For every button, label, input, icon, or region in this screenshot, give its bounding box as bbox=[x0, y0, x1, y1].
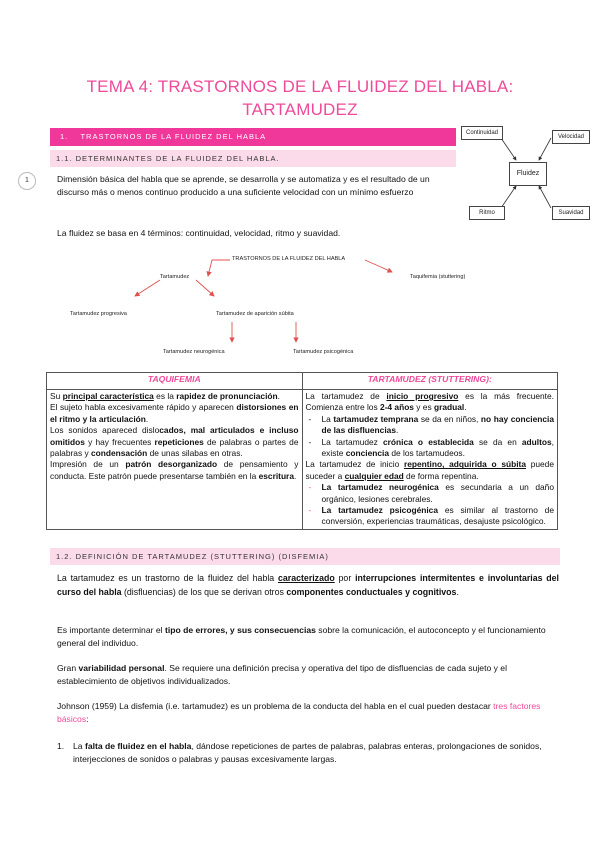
fluidez-center-box: Fluidez bbox=[509, 162, 547, 186]
taqui-line-3: Los sonidos apareced dislocados, mal articulados e incluso omitidos y hay frecuentes repeticiones de palabras o partes de palabras y condensación de unas silabas en otras. bbox=[50, 425, 299, 459]
subsection-heading-1-1: 1.1. DETERMINANTES DE LA FLUIDEZ DEL HABLA. bbox=[50, 150, 456, 167]
tree-subita: Tartamudez de aparición súbita bbox=[216, 311, 294, 317]
list-item: - La tartamudez neurogénica es secundaria a un daño orgánico, lesiones cerebrales. bbox=[306, 482, 555, 505]
list-item: - La tartamudez psicogénica es similar al trastorno de conversión, experiencias traumáticas, desajuste psicológico. bbox=[306, 505, 555, 528]
suavidad-box: Suavidad bbox=[552, 206, 590, 220]
page-title-line2: TARTAMUDEZ bbox=[242, 100, 358, 119]
list-number-1: 1. bbox=[57, 741, 65, 751]
tree-psicogenica: Tartamudez psicogénica bbox=[293, 349, 354, 355]
paragraph-johnson: Johnson (1959) La disfemia (i.e. tartamudez) es un problema de la conducta del habla en el cual pueden destacar tres factores básicos: bbox=[57, 701, 541, 724]
list-item: - La tartamudez crónica o establecida se da en adultos, existe conciencia de los tartamudeos. bbox=[306, 437, 555, 460]
paragraph-terms: La fluidez se basa en 4 términos: continuidad, velocidad, ritmo y suavidad. bbox=[57, 228, 341, 238]
list-item-1: La falta de fluidez en el habla, dándose repeticiones de partes de palabras, palabras enteras, prolongaciones de sonidos, interjecciones de sonidos o palabras y pausas excesivamente largas. bbox=[73, 741, 542, 764]
paragraph-variability: Gran variabilidad personal. Se requiere una definición precisa y operativa del tipo de disfluencias de cada sujeto y el establecimiento de objetivos individualizados. bbox=[57, 663, 507, 686]
table-cell-taquifemia bbox=[47, 390, 303, 530]
comparison-table bbox=[46, 372, 558, 530]
tart-progressive-list bbox=[306, 414, 555, 460]
continuidad-box: Continuidad bbox=[461, 126, 503, 140]
paragraph-dimension: Dimensión básica del habla que se aprende, se desarrolla y se automatiza y es el resultado de un discurso más o menos continuo producido a una suficiente velocidad con un mínimo esfuerzo bbox=[57, 174, 430, 197]
tree-progresiva: Tartamudez progresiva bbox=[70, 311, 127, 317]
tree-neurogenica: Tartamudez neurogénica bbox=[163, 349, 225, 355]
page-title: TEMA 4: TRASTORNOS DE LA FLUIDEZ DEL HABLA: bbox=[86, 77, 514, 96]
list-item: - La tartamudez temprana se da en niños, no hay conciencia de las disfluencias. bbox=[306, 414, 555, 437]
tart-line-1: La tartamudez de inicio progresivo es la más frecuente. Comienza entre los 2-4 años y es gradual. bbox=[305, 391, 554, 413]
tree-root: TRASTORNOS DE LA FLUIDEZ DEL HABLA bbox=[232, 256, 346, 262]
fluidez-diagram bbox=[461, 124, 591, 220]
table-cell-tartamudez bbox=[302, 390, 558, 530]
tree-tartamudez: Tartamudez bbox=[160, 274, 190, 280]
section-number: 1. bbox=[60, 132, 69, 141]
velocidad-box: Velocidad bbox=[552, 130, 590, 144]
tree-arrows bbox=[0, 250, 600, 360]
table-header-tartamudez: TARTAMUDEZ (STUTTERING): bbox=[302, 373, 558, 390]
subsection-heading-1-2: 1.2. DEFINICIÓN DE TARTAMUDEZ (STUTTERING) (DISFEMIA) bbox=[50, 548, 560, 565]
tree-taquifemia: Taquifemia (stuttering) bbox=[410, 274, 466, 280]
paragraph-definition: La tartamudez es un trastorno de la fluidez del habla caracterizado por interrupciones intermitentes e involuntarias del curso del habla (disfluencias) de los que se derivan otros componentes conductuales y cognitivos. bbox=[57, 573, 560, 597]
taqui-line-1: Su principal característica es la rapidez de pronunciación. bbox=[50, 391, 280, 401]
taqui-line-2: El sujeto habla excesivamente rápido y aparecen distorsiones en el ritmo y la articulación. bbox=[50, 402, 299, 424]
section-label: TRASTORNOS DE LA FLUIDEZ DEL HABLA bbox=[80, 132, 267, 141]
taqui-line-4: Impresión de un patrón desorganizado de pensamiento y conducta. Este patrón puede presentarse también en la escritura. bbox=[50, 459, 299, 481]
paragraph-importance: Es importante determinar el tipo de errores, y sus consecuencias sobre la comunicación, el autoconcepto y el funcionamiento general del individuo. bbox=[57, 625, 546, 648]
comment-badge[interactable]: 1 bbox=[18, 172, 36, 190]
tart-line-2: La tartamudez de inicio repentino, adquirida o súbita puede suceder a cualquier edad de forma repentina. bbox=[305, 459, 554, 481]
table-header-taquifemia: TAQUIFEMIA bbox=[47, 373, 303, 390]
ritmo-box: Ritmo bbox=[469, 206, 505, 220]
tart-subita-list bbox=[306, 482, 555, 528]
section-heading-1 bbox=[50, 128, 456, 146]
